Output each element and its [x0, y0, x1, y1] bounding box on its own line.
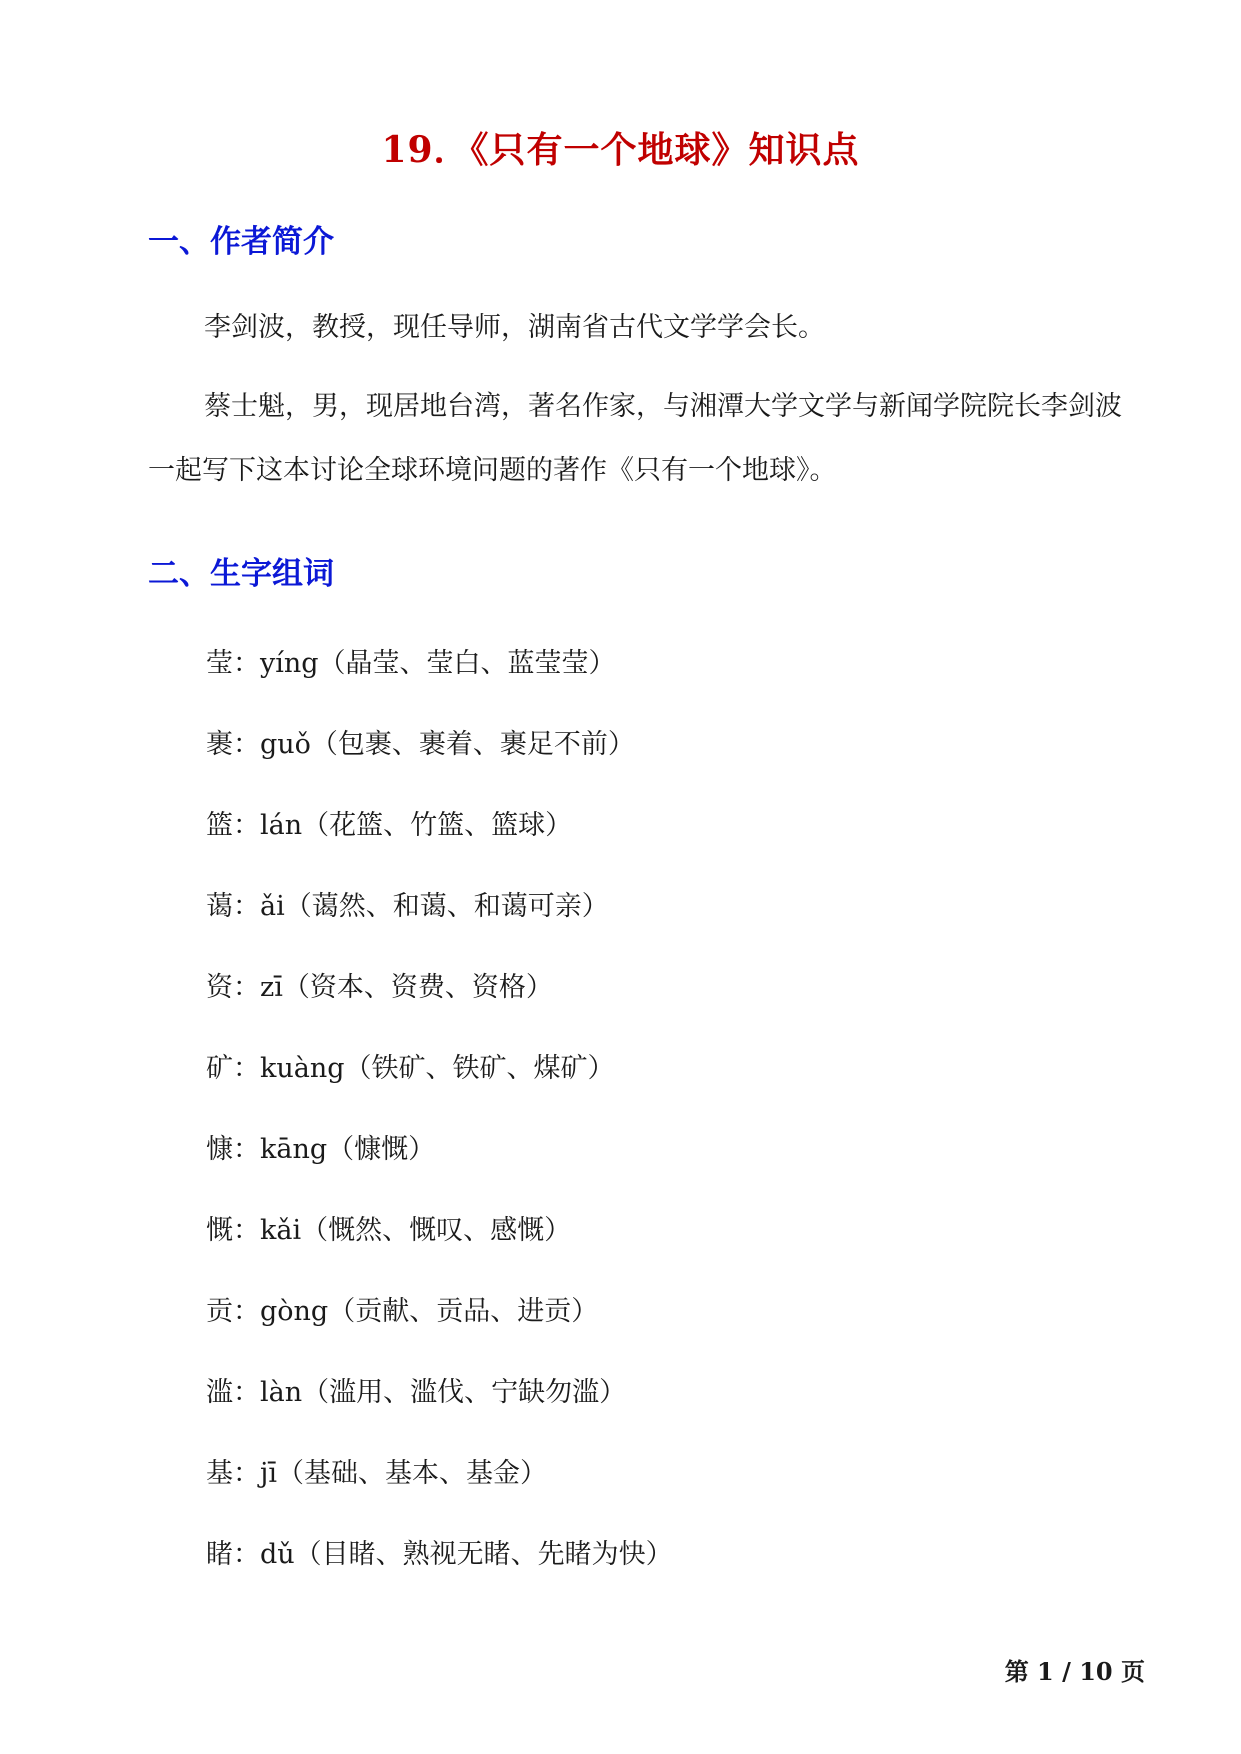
vocabulary-item: 睹：dǔ（目睹、熟视无睹、先睹为快） — [206, 1539, 673, 1570]
page-label-suffix: 页 — [1121, 1657, 1145, 1686]
vocabulary-item: 基：jī（基础、基本、基金） — [206, 1458, 548, 1489]
total-page-count: 10 — [1079, 1657, 1113, 1686]
vocabulary-item: 蔼：ǎi（蔼然、和蔼、和蔼可亲） — [206, 891, 609, 922]
vocabulary-item: 慨：kǎi（慨然、慨叹、感慨） — [206, 1215, 572, 1246]
section-heading-author: 一、作者简介 — [148, 224, 334, 260]
vocabulary-list — [206, 644, 673, 1616]
paragraph-author-1: 李剑波，教授，现任导师，湖南省古代文学学会长。 — [204, 312, 825, 343]
vocabulary-item: 慷：kāng（慷慨） — [206, 1134, 436, 1165]
vocabulary-item: 贡：gòng（贡献、贡品、进贡） — [206, 1296, 599, 1327]
vocabulary-item: 篮：lán（花篮、竹篮、篮球） — [206, 810, 573, 841]
page-label-prefix: 第 — [1004, 1657, 1029, 1686]
section-heading-vocabulary: 二、生字组词 — [148, 556, 334, 592]
page-separator: / — [1062, 1657, 1071, 1686]
paragraph-author-2: 蔡士魁，男，现居地台湾，著名作家，与湘潭大学文学与新闻学院院长李剑波一起写下这本讨论全球环境问题的著作《只有一个地球》。 — [148, 391, 1122, 486]
vocabulary-item: 矿：kuàng（铁矿、铁矿、煤矿） — [206, 1053, 615, 1084]
vocabulary-item: 资：zī（资本、资费、资格） — [206, 972, 553, 1003]
page-number-footer — [1005, 1652, 1145, 1687]
vocabulary-item: 滥：làn（滥用、滥伐、宁缺勿滥） — [206, 1377, 627, 1408]
vocabulary-item: 裹：guǒ（包裹、裹着、裹足不前） — [206, 729, 635, 760]
document-title: 19．《只有一个地球》知识点 — [381, 129, 860, 171]
vocabulary-item: 莹：yíng（晶莹、莹白、蓝莹莹） — [206, 648, 616, 679]
current-page-number: 1 — [1037, 1657, 1054, 1686]
